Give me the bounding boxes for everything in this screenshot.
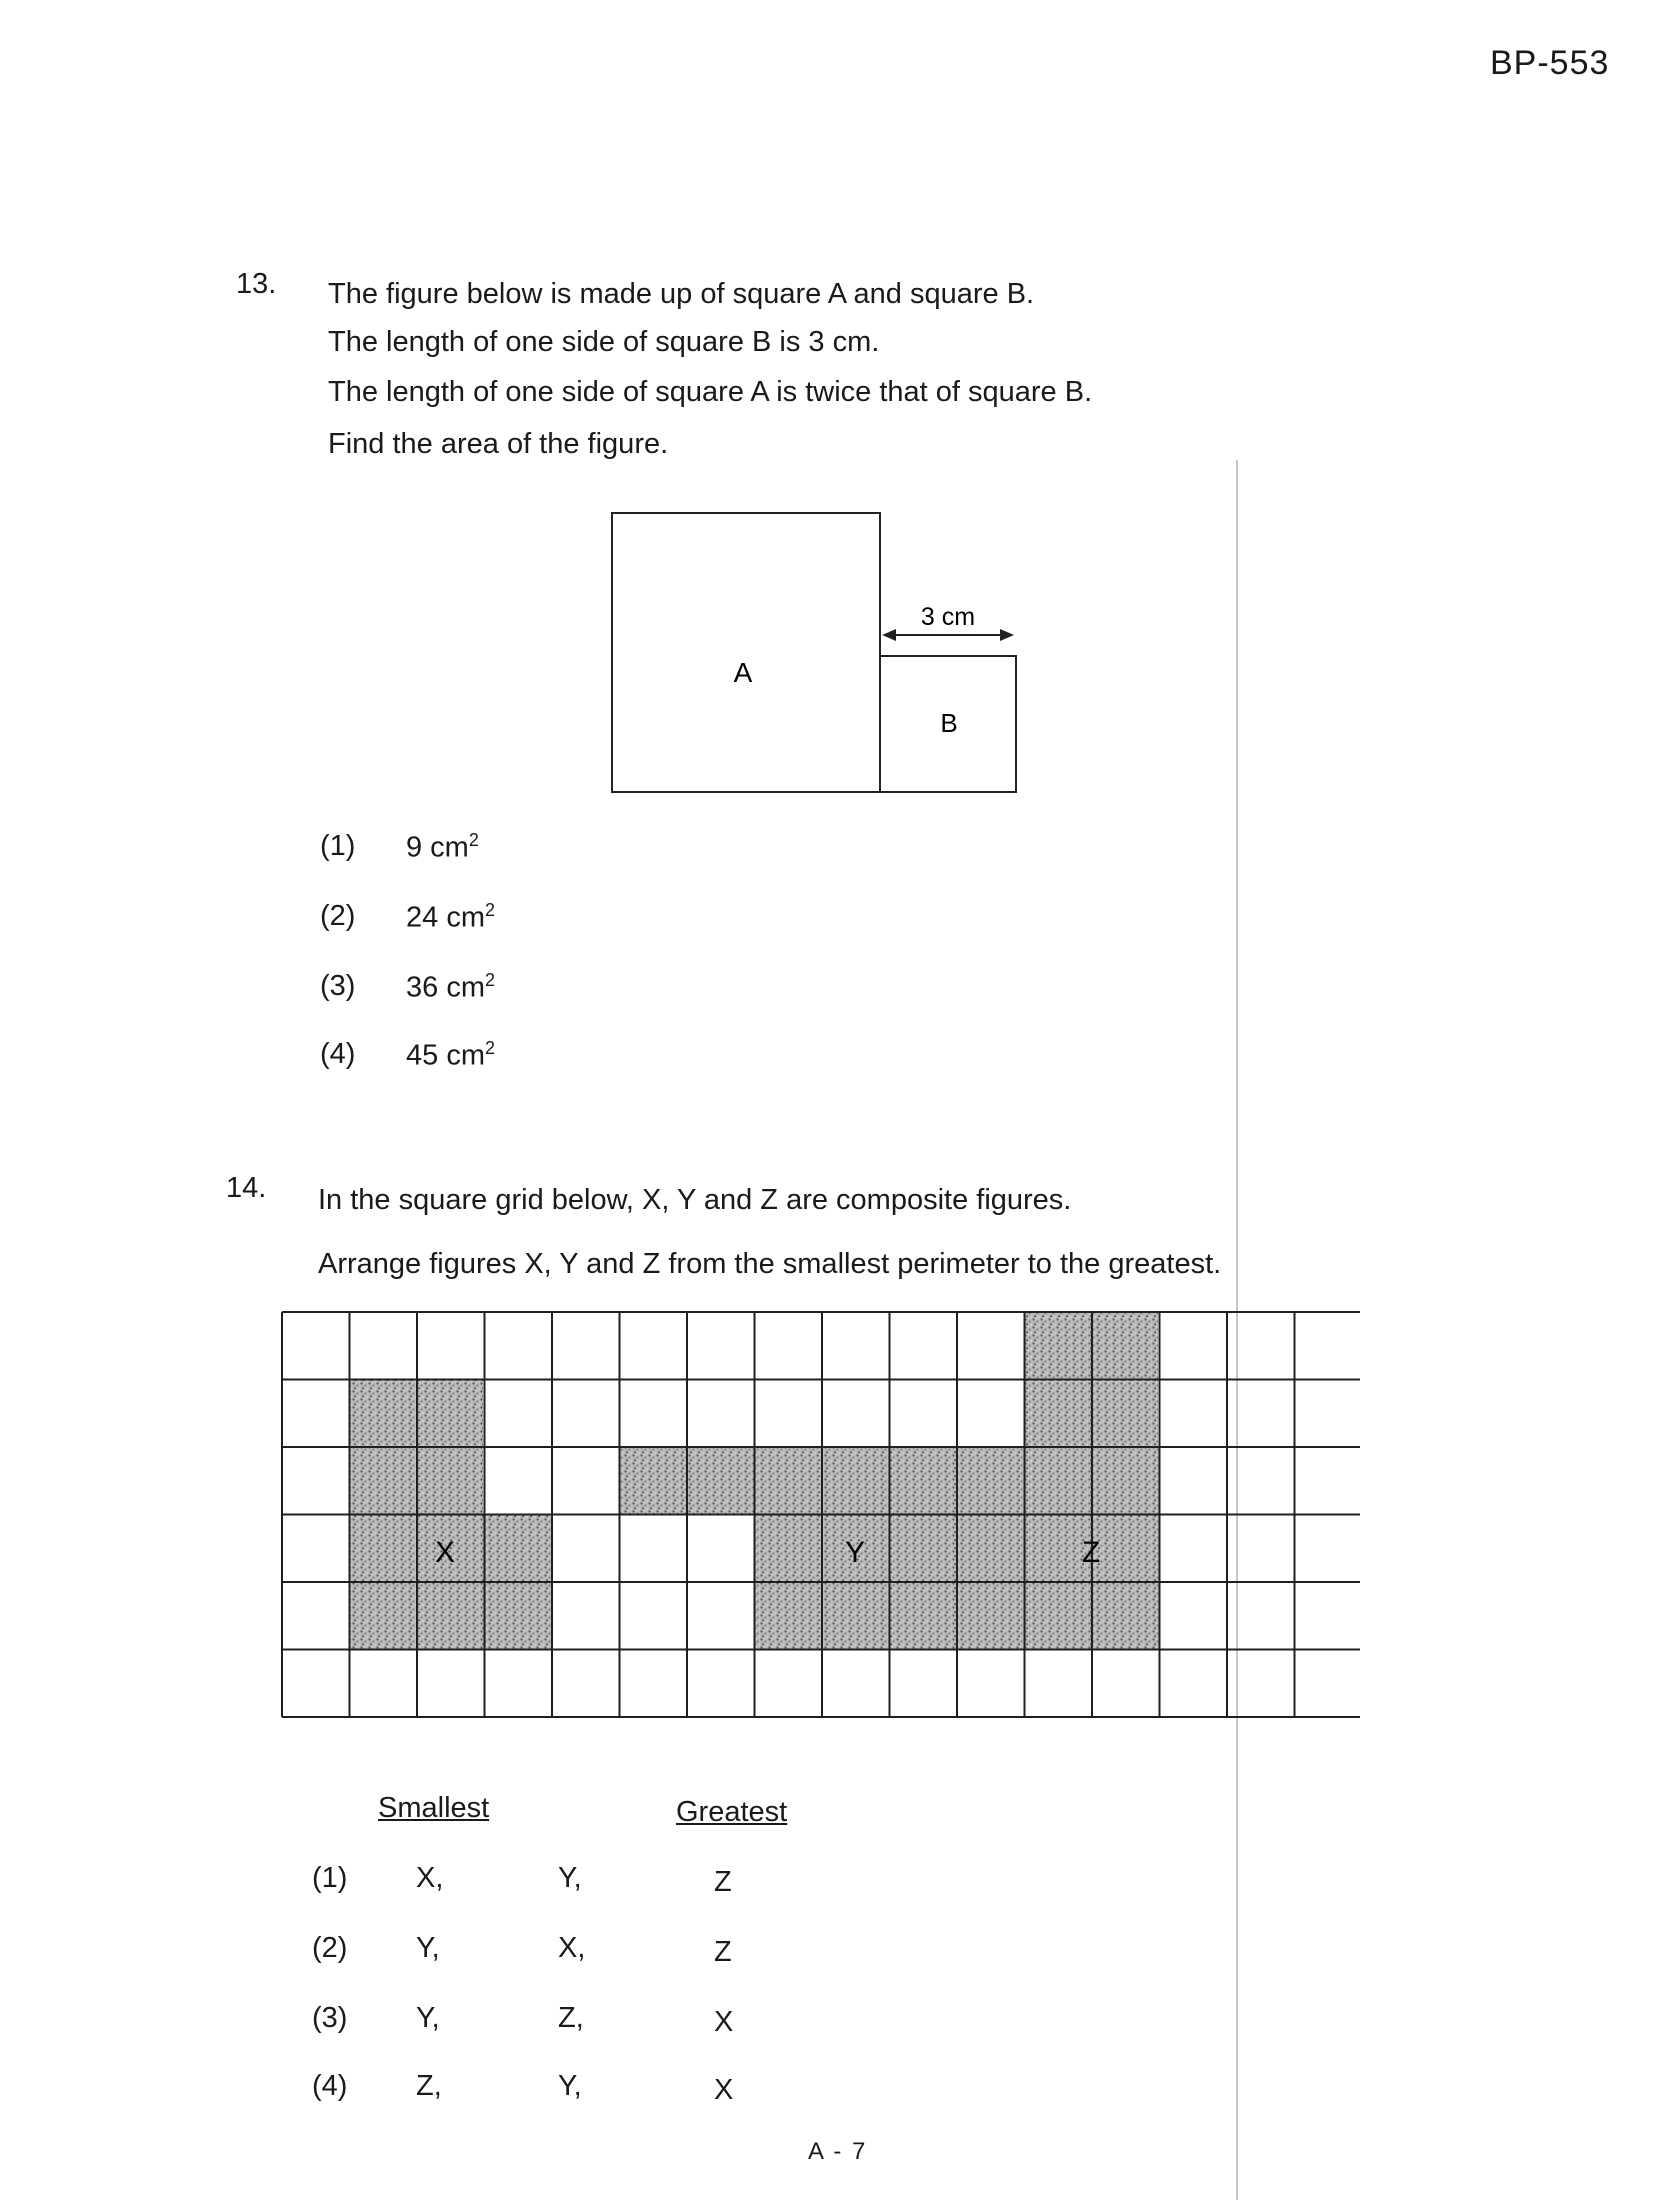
question-14-line-2: Arrange figures X, Y and Z from the smallest perimeter to the greatest.	[318, 1248, 1222, 1280]
q14-option-1-second: Y,	[558, 1862, 582, 1894]
question-14-number: 14.	[226, 1172, 267, 1204]
q14-option-3-third: X	[714, 2006, 734, 2038]
q14-option-1-third: Z	[714, 1866, 732, 1898]
figure-x-label: X	[434, 1536, 456, 1569]
q14-option-3-second: Z,	[558, 2002, 584, 2034]
q13-option-3-number: (3)	[320, 970, 356, 1002]
q13-option-1-value: 9 $cm^2$	[406, 830, 479, 864]
question-13-number: 13.	[236, 268, 277, 300]
question-13-line-3: The length of one side of square A is twice that of square B.	[328, 376, 1093, 408]
q13-option-4-number: (4)	[320, 1038, 356, 1070]
question-13-line-2: The length of one side of square B is 3 cm.	[328, 326, 880, 358]
q14-option-1-number: (1)	[312, 1862, 348, 1894]
figure-y-label: Y	[844, 1536, 866, 1569]
squares-figure	[600, 505, 1040, 815]
figure-z-label: Z	[1081, 1536, 1101, 1569]
question-14-line-1: In the square grid below, X, Y and Z are composite figures.	[318, 1184, 1072, 1216]
q13-option-2-number: (2)	[320, 900, 356, 932]
dimension-arrow-left	[882, 629, 896, 641]
paper-code: BP-553	[1490, 44, 1610, 82]
question-13-line-1: The figure below is made up of square A and square B.	[328, 278, 1035, 310]
q14-option-2-third: Z	[714, 1936, 732, 1968]
q13-option-2-value: 24 $cm^2$	[406, 900, 495, 934]
square-a-label: A	[733, 657, 753, 688]
q14-option-3-first: Y,	[416, 2002, 440, 2034]
grid-lines	[282, 1312, 1360, 1717]
q14-option-2-second: X,	[558, 1932, 586, 1964]
square-a	[612, 513, 880, 792]
q14-option-3-number: (3)	[312, 2002, 348, 2034]
square-grid-figure	[280, 1310, 1360, 1740]
q14-option-4-first: Z,	[416, 2070, 442, 2102]
q13-option-3-value: 36 $cm^2$	[406, 970, 495, 1004]
q13-option-1-number: (1)	[320, 830, 356, 862]
column-smallest: Smallest	[378, 1792, 490, 1824]
q14-option-4-number: (4)	[312, 2070, 348, 2102]
q14-option-2-number: (2)	[312, 1932, 348, 1964]
column-greatest: Greatest	[676, 1796, 788, 1828]
q14-option-4-second: Y,	[558, 2070, 582, 2102]
question-13-line-4: Find the area of the figure.	[328, 428, 669, 460]
q14-option-2-first: Y,	[416, 1932, 440, 1964]
dimension-arrow-right	[1000, 629, 1014, 641]
q13-option-4-value: 45 $cm^2$	[406, 1038, 495, 1072]
q14-option-4-third: X	[714, 2074, 734, 2106]
page-number: A - 7	[808, 2138, 868, 2165]
q14-option-1-first: X,	[416, 1862, 444, 1894]
dimension-label: 3 cm	[920, 603, 976, 631]
square-b-label: B	[940, 708, 958, 738]
